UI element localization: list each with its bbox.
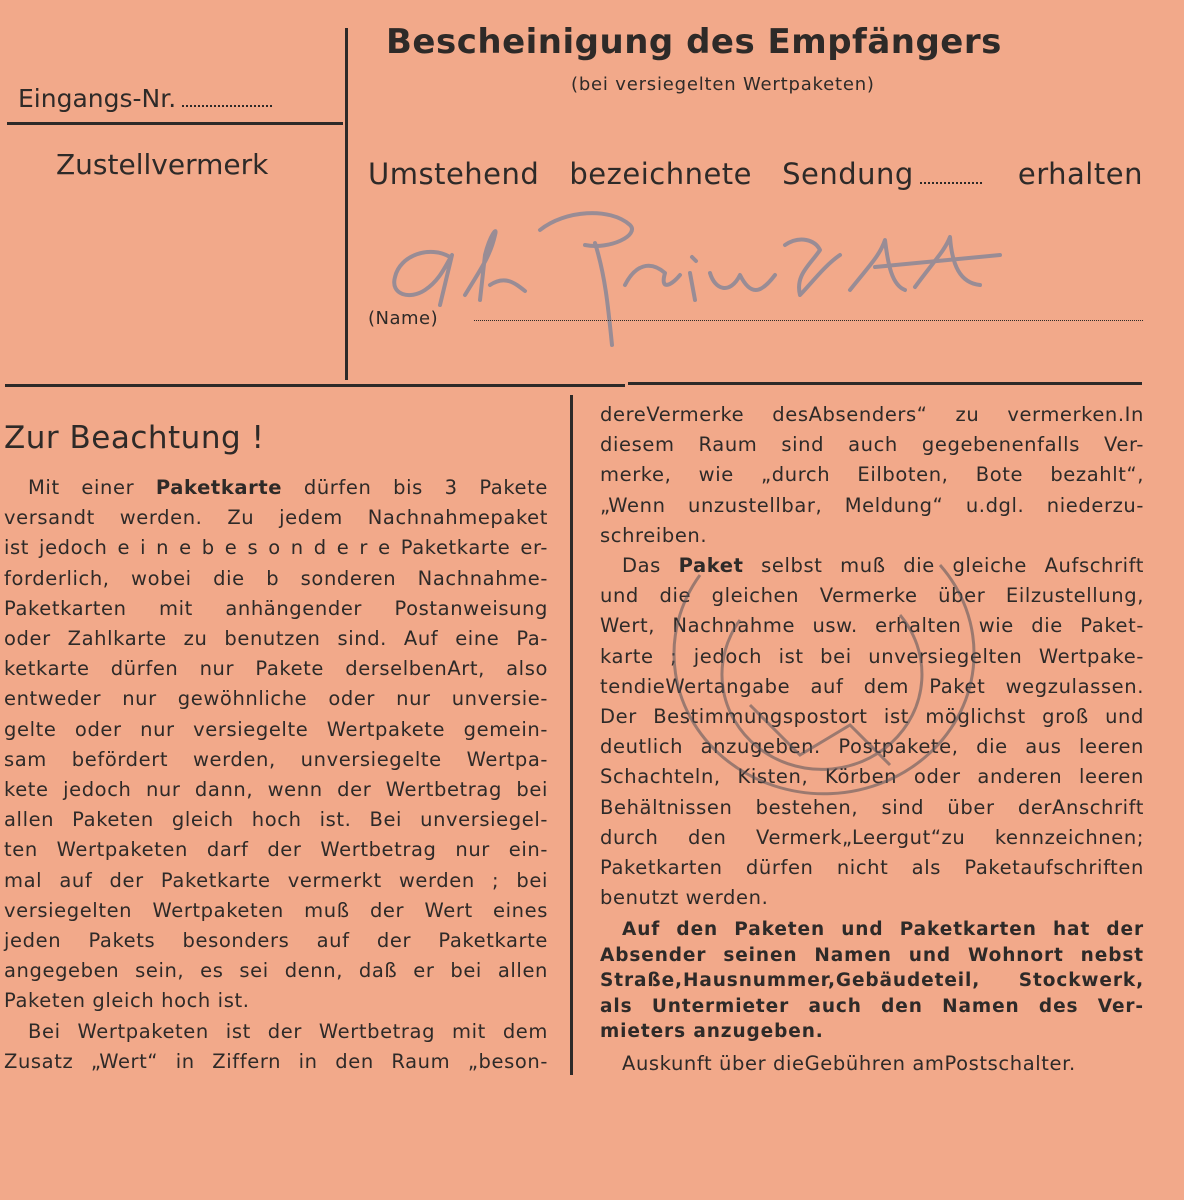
receipt-statement <box>368 157 1143 191</box>
eingangs-nr-label: Eingangs-Nr. <box>18 84 177 113</box>
bold-note-line: mieters anzugeben. <box>600 1021 824 1043</box>
notes-left-line: Paketen gleich hoch ist. <box>4 989 250 1013</box>
notes-heading: Zur Beachtung ! <box>4 420 265 456</box>
notes-right-line: deutlich anzugeben. Postpakete, die aus leeren <box>600 735 1144 759</box>
postmark-stamp <box>640 525 1000 845</box>
notes-right-line: diesem Raum sind auch gegebenenfalls Ver- <box>600 433 1144 457</box>
receipt-word-erhalten: erhalten <box>1017 157 1143 191</box>
notes-left-line: ketkarte dürfen nur Pakete derselbenArt, also <box>4 657 548 681</box>
notes-right-line: dereVermerke desAbsenders“ zu vermerken.In <box>600 403 1144 426</box>
notes-right-line: durch den Vermerk„Leergut“zu kennzeichnen; <box>600 825 1144 849</box>
notes-left-line: kete jedoch nur dann, wenn der Wertbetrag bei <box>4 778 548 802</box>
notes-left-column <box>4 473 548 1077</box>
zustellvermerk-label: Zustellvermerk <box>56 148 269 181</box>
notes-right-line: tendieWertangabe auf dem Paket wegzulassen. <box>600 674 1144 698</box>
notes-left-line: Bei Wertpaketen ist der Wertbetrag mit dem <box>28 1019 548 1043</box>
notes-left-line: gelte oder nur versiegelte Wertpakete gemein- <box>4 717 548 741</box>
notes-left-line: versandt werden. Zu jedem Nachnahmepaket <box>4 506 548 530</box>
notes-left-line: oder Zahlkarte zu benutzen sind. Auf eine Pa- <box>4 627 548 651</box>
bottom-vertical-divider <box>570 395 573 1075</box>
notes-right-line: karte ; jedoch ist bei unversiegelten Wertpake- <box>600 644 1144 668</box>
notes-left-line: Zusatz „Wert“ in Ziffern in den Raum „beson- <box>4 1049 548 1073</box>
receipt-word-sendung: Sendung <box>782 157 914 191</box>
notes-right-line: merke, wie „durch Eilboten, Bote bezahlt“, <box>600 463 1144 487</box>
notes-right-line: „Wenn unzustellbar, Meldung“ u.dgl. niederzu- <box>600 493 1144 517</box>
certificate-title: Bescheinigung des Empfängers <box>386 22 1002 62</box>
notes-left-line: versiegelten Wertpaketen muß der Wert eines <box>4 898 548 922</box>
fees-info-footer: Auskunft über dieGebühren amPostschalter. <box>622 1051 1076 1075</box>
notes-left-line: Mit einer Paketkarte dürfen bis 3 Pakete <box>28 476 548 499</box>
notes-left-line: ten Wertpaketen darf der Wertbetrag nur ein- <box>4 838 548 862</box>
notes-left-line: angegeben sein, es sei denn, daß er bei allen <box>4 959 548 983</box>
eingangs-nr-dotted-line <box>182 105 272 107</box>
name-label: (Name) <box>368 308 439 329</box>
name-dotted-line <box>474 320 1143 321</box>
notes-right-line: Wert, Nachnahme usw. erhalten wie die Paket- <box>600 614 1144 638</box>
notes-right-line: Der Bestimmungspostort ist möglichst groß und <box>600 705 1144 729</box>
receipt-word-umstehend: Umstehend <box>368 157 540 191</box>
receipt-sendung-group <box>782 157 988 191</box>
notes-right-line: Behältnissen bestehen, sind über derAnschrift <box>600 795 1144 819</box>
eingangs-nr-field <box>18 84 272 113</box>
notes-right-line: und die gleichen Vermerke über Eilzustellung, <box>600 584 1144 608</box>
notes-right-line: Das Paket selbst muß die gleiche Aufschrift <box>622 554 1144 578</box>
receipt-word-bezeichnete: bezeichnete <box>569 157 753 191</box>
middle-horizontal-rule-left <box>5 384 625 387</box>
notes-right-line: schreiben. <box>600 523 708 547</box>
notes-right-line: Schachteln, Kisten, Körben oder anderen leeren <box>600 765 1144 789</box>
notes-left-line: forderlich, wobei die b sonderen Nachnahme- <box>4 566 548 590</box>
receipt-dotted-line <box>920 182 982 184</box>
notes-right-line: benutzt werden. <box>600 886 769 910</box>
notes-left-line: entweder nur gewöhnliche oder nur unversie- <box>4 687 548 711</box>
handwritten-signature <box>380 195 1020 365</box>
notes-right-line: Paketkarten dürfen nicht als Paketaufschriften <box>600 856 1144 880</box>
sender-requirement-note <box>600 917 1144 1045</box>
top-vertical-divider <box>345 28 348 380</box>
certificate-subtitle: (bei versiegelten Wertpaketen) <box>571 74 875 95</box>
bold-note-line: Absender seinen Namen und Wohnort nebst <box>600 944 1144 966</box>
bold-note-line: Auf den Paketen und Paketkarten hat der <box>622 919 1144 941</box>
notes-left-line: mal auf der Paketkarte vermerkt werden ; bei <box>4 868 548 892</box>
bold-note-line: Straße,Hausnummer,Gebäudeteil, Stockwerk, <box>600 970 1144 992</box>
notes-left-line: allen Paketen gleich hoch ist. Bei unversiegel- <box>4 808 548 832</box>
notes-left-line: Paketkarten mit anhängender Postanweisung <box>4 596 548 620</box>
notes-left-line: sam befördert werden, unversiegelte Wertpa- <box>4 747 548 771</box>
left-box-underline <box>7 122 343 125</box>
notes-left-line: jeden Pakets besonders auf der Paketkarte <box>4 929 548 953</box>
bold-note-line: als Untermieter auch den Namen des Ver- <box>600 995 1144 1017</box>
notes-left-line: ist jedoch e i n e b e s o n d e r e Paketkarte er- <box>4 536 548 560</box>
middle-horizontal-rule-right <box>628 382 1142 385</box>
